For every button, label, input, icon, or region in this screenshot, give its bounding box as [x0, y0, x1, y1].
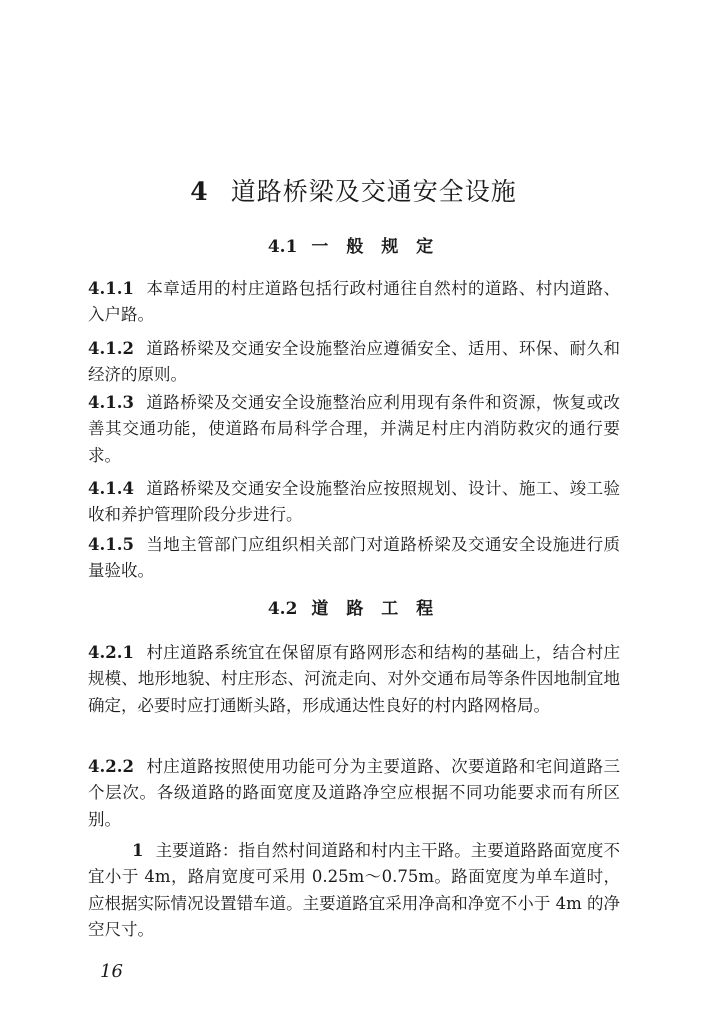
clause-text: 道路桥梁及交通安全设施整治应遵循安全、适用、环保、耐久和经济的原则。: [88, 339, 620, 385]
clause-4-1-3: [88, 390, 620, 469]
clause-4-1-2: [88, 336, 620, 389]
clause-number: 4.1.2: [88, 339, 134, 358]
clause-number: 4.1.1: [88, 279, 134, 298]
clause-number: 4.2.2: [88, 757, 134, 776]
item-text: 主要道路：指自然村间道路和村内主干路。主要道路路面宽度不宜小于 4m，路肩宽度可采用 0.25m～0.75m。路面宽度为单车道时，应根据实际情况设置错车道。主要道路宜采用净高和净宽不小于 4m 的净空尺寸。: [88, 841, 620, 939]
page-number: 16: [100, 961, 123, 982]
section-title-4-2: [0, 594, 707, 624]
clause-4-1-1: [88, 276, 620, 329]
clause-item-1: [88, 838, 620, 943]
clause-text: 道路桥梁及交通安全设施整治应按照规划、设计、施工、竣工验收和养护管理阶段分步进行。: [88, 479, 620, 525]
clause-number: 4.2.1: [88, 643, 134, 662]
item-number: 1: [132, 841, 144, 860]
section-title-4-1: [0, 232, 707, 262]
clause-text: 当地主管部门应组织相关部门对道路桥梁及交通安全设施进行质量验收。: [88, 535, 620, 581]
clause-text: 本章适用的村庄道路包括行政村通往自然村的道路、村内道路、入户路。: [88, 279, 620, 325]
clause-number: 4.1.4: [88, 479, 134, 498]
clause-4-1-4: [88, 476, 620, 529]
chapter-title: [0, 172, 707, 212]
section-number: 4.2: [267, 599, 298, 619]
clause-number: 4.1.5: [88, 535, 134, 554]
section-title-text: 道 路 工 程: [311, 599, 440, 619]
chapter-number: 4: [190, 177, 209, 206]
clause-text: 道路桥梁及交通安全设施整治应利用现有条件和资源，恢复或改善其交通功能，使道路布局科学合理，并满足村庄内消防救灾的通行要求。: [88, 393, 620, 465]
clause-4-2-1: [88, 640, 620, 719]
clause-4-2-2: [88, 754, 620, 833]
clause-text: 村庄道路系统宜在保留原有路网形态和结构的基础上，结合村庄规模、地形地貌、村庄形态、河流走向、对外交通布局等条件因地制宜地确定，必要时应打通断头路，形成通达性良好的村内路网格局。: [88, 643, 620, 715]
section-number: 4.1: [267, 237, 298, 257]
clause-text: 村庄道路按照使用功能可分为主要道路、次要道路和宅间道路三个层次。各级道路的路面宽度及道路净空应根据不同功能要求而有所区别。: [88, 757, 620, 829]
chapter-title-text: 道路桥梁及交通安全设施: [230, 177, 517, 206]
clause-number: 4.1.3: [88, 393, 134, 412]
clause-4-1-5: [88, 532, 620, 585]
section-title-text: 一 般 规 定: [311, 237, 440, 257]
